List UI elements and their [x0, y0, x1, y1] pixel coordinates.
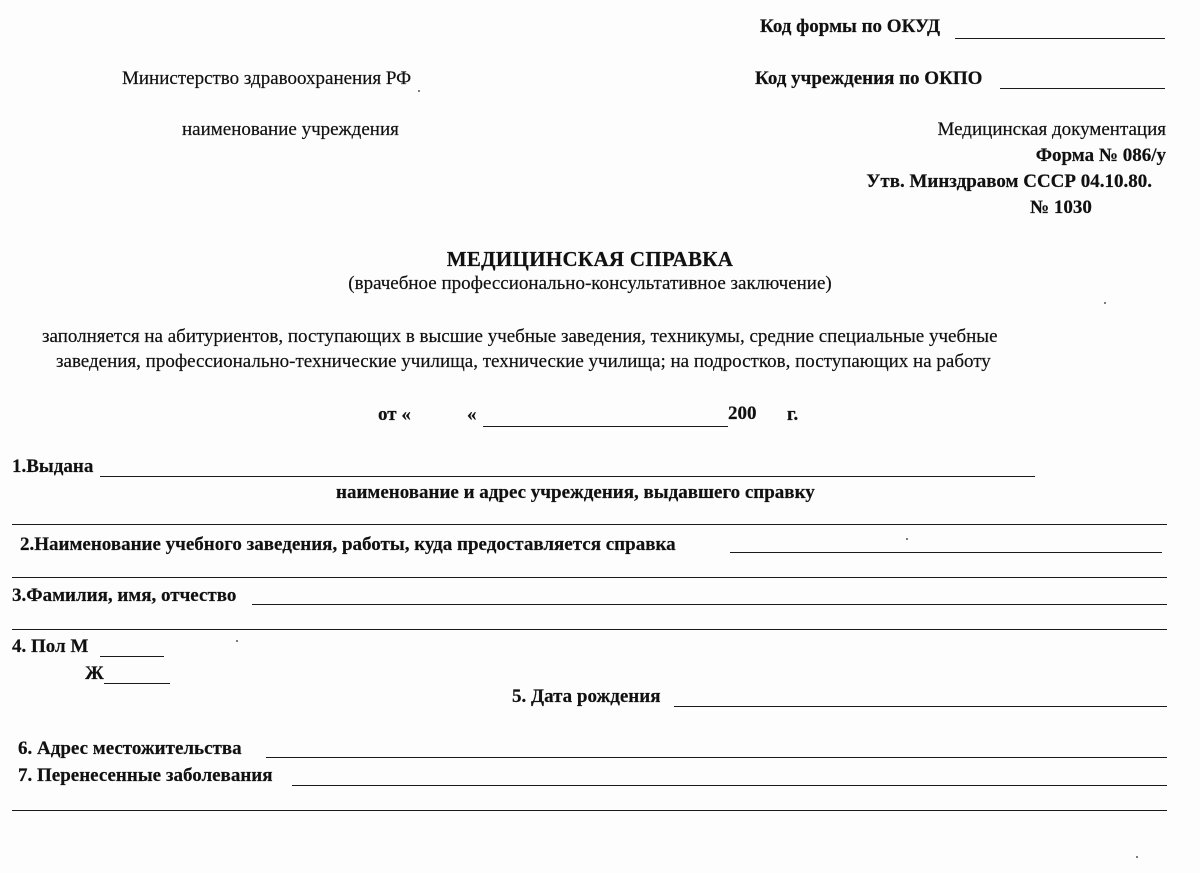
- form-number: Форма № 086/у: [1035, 145, 1166, 166]
- page-title: МЕДИЦИНСКАЯ СПРАВКА: [446, 247, 734, 271]
- issued-field[interactable]: [100, 476, 1035, 477]
- approval-text: Утв. Минздравом СССР 04.10.80.: [866, 171, 1152, 192]
- address-field[interactable]: [266, 757, 1167, 758]
- institution-label: 2.Наименование учебного заведения, работы, куда предоставляется справка: [20, 534, 676, 555]
- issued-caption: наименование и адрес учреждения, выдавшего справку: [336, 482, 815, 503]
- purpose-line-2: заведения, профессионально-технические училища, технические училища; на подростков, поступающих на работу: [56, 351, 991, 372]
- address-label: 6. Адрес местожительства: [18, 738, 242, 759]
- diseases-label: 7. Перенесенные заболевания: [18, 765, 273, 786]
- okud-field[interactable]: [955, 38, 1165, 39]
- sex-female-label: Ж: [85, 663, 104, 684]
- sex-female-field[interactable]: [104, 683, 170, 684]
- fullname-label: 3.Фамилия, имя, отчество: [12, 585, 237, 606]
- scan-speck: [236, 640, 238, 642]
- doc-type: Медицинская документация: [937, 119, 1166, 140]
- sex-label: 4. Пол М: [12, 636, 89, 657]
- issued-label: 1.Выдана: [12, 456, 94, 477]
- diseases-field-2[interactable]: [12, 810, 1167, 811]
- date-suffix: г.: [787, 404, 799, 425]
- date-quote: «: [467, 404, 477, 425]
- institution-field-2[interactable]: [12, 577, 1167, 578]
- fullname-field[interactable]: [252, 604, 1167, 605]
- okpo-field[interactable]: [1000, 88, 1165, 89]
- scan-speck: [1104, 302, 1106, 304]
- institution-field[interactable]: [730, 552, 1162, 553]
- scan-speck: [418, 90, 420, 92]
- issued-field-2[interactable]: [12, 524, 1167, 525]
- page-subtitle: (врачебное профессионально-консультативное заключение): [348, 273, 832, 294]
- sex-male-field[interactable]: [100, 656, 164, 657]
- scan-speck: [1136, 856, 1138, 858]
- okpo-label: Код учреждения по ОКПО: [755, 68, 983, 89]
- date-field[interactable]: [483, 426, 728, 427]
- order-number: № 1030: [1030, 197, 1092, 218]
- purpose-line-1: заполняется на абитуриентов, поступающих в высшие учебные заведения, техникумы, средние специальные учебные: [42, 326, 998, 347]
- scan-speck: [906, 538, 908, 540]
- fullname-field-2[interactable]: [12, 629, 1167, 630]
- institution-caption: наименование учреждения: [182, 119, 399, 140]
- birthdate-label: 5. Дата рождения: [512, 686, 661, 707]
- date-year: 200: [728, 403, 757, 424]
- ministry-name: Министерство здравоохранения РФ: [122, 68, 412, 89]
- okud-label: Код формы по ОКУД: [760, 16, 941, 37]
- birthdate-field[interactable]: [674, 706, 1167, 707]
- date-prefix: от «: [378, 404, 411, 425]
- diseases-field[interactable]: [292, 785, 1167, 786]
